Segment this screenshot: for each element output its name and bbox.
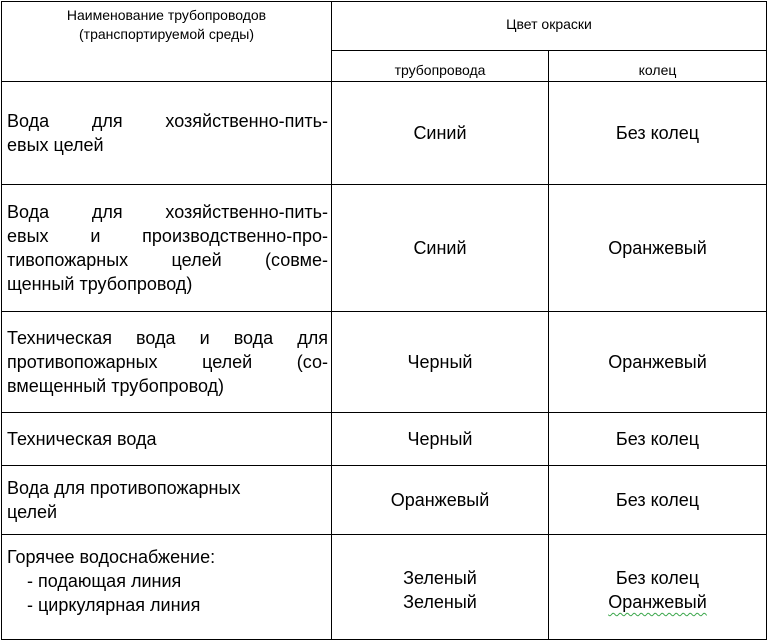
- table-row: [2, 466, 767, 535]
- pipe-color-cell: Синий: [332, 82, 549, 185]
- pipe-color-subheader: трубопровода: [332, 51, 549, 82]
- table-row: [2, 82, 767, 185]
- pipe-color-cell: Синий: [332, 185, 549, 312]
- paint-color-header: Цвет окраски: [332, 2, 767, 51]
- pipeline-name-cell: Вода для хозяйственно-пить- евых целей: [2, 82, 332, 185]
- pipeline-name-header: Наименование трубопроводов (транспортируемой среды): [2, 2, 332, 82]
- pipeline-name-cell: Вода для противопожарных целей: [2, 466, 332, 535]
- pipeline-name-cell: Техническая вода: [2, 413, 332, 466]
- pipe-color-cell: Черный: [332, 413, 549, 466]
- table-row: [2, 312, 767, 413]
- rings-color-cell: Без колец Оранжевый: [549, 535, 767, 640]
- pipeline-name-cell: Техническая вода и вода для противопожарных целей (со- вмещенный трубопровод): [2, 312, 332, 413]
- pipe-color-cell: Оранжевый: [332, 466, 549, 535]
- table-row: [2, 413, 767, 466]
- rings-color-cell: Оранжевый: [549, 312, 767, 413]
- rings-color-cell: Без колец: [549, 466, 767, 535]
- rings-color-cell: Без колец: [549, 82, 767, 185]
- table-row: [2, 535, 767, 640]
- rings-color-cell: Оранжевый: [549, 185, 767, 312]
- pipeline-name-cell: Горячее водоснабжение: - подающая линия - циркулярная линия: [2, 535, 332, 640]
- supply-line-label: - подающая линия: [27, 571, 182, 591]
- rings-color-subheader: колец: [549, 51, 767, 82]
- pipe-color-cell: Зеленый Зеленый: [332, 535, 549, 640]
- pipeline-name-cell: Вода для хозяйственно-пить- евых и производственно-про- тивопожарных целей (совме- щенный трубопровод): [2, 185, 332, 312]
- table-header-row: [2, 2, 767, 51]
- circulation-line-label: - циркулярная линия: [27, 595, 201, 615]
- pipe-color-table: [1, 1, 767, 640]
- table-row: [2, 185, 767, 312]
- pipe-color-cell: Черный: [332, 312, 549, 413]
- rings-color-cell: Без колец: [549, 413, 767, 466]
